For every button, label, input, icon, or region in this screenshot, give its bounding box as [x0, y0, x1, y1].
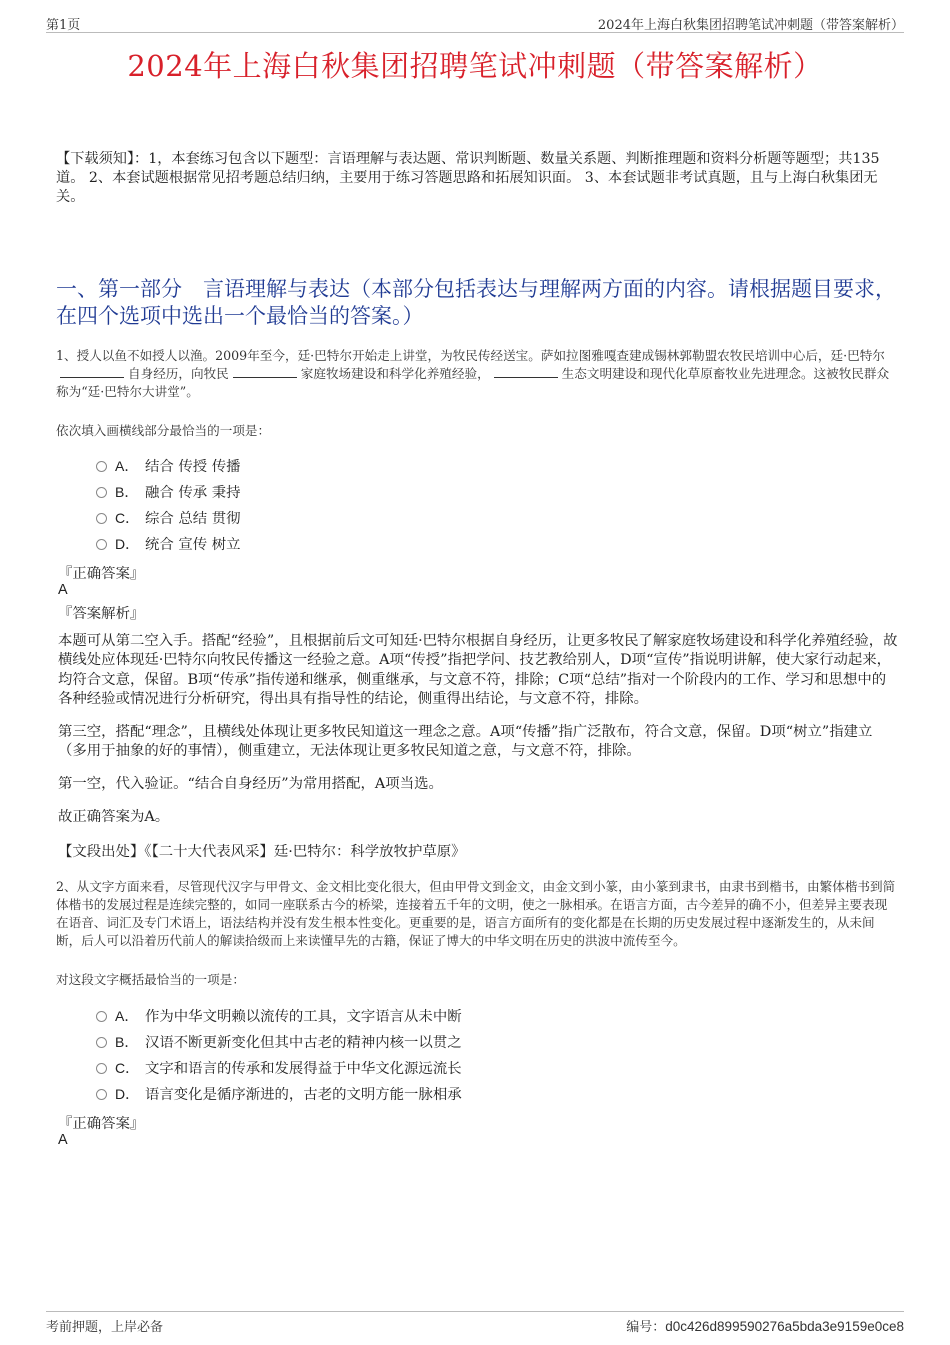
radio-icon[interactable]	[96, 1011, 107, 1022]
radio-icon[interactable]	[96, 539, 107, 550]
q1-text-part: 生态文明建设和现代化草原畜牧业先进理念。这被牧民群众称为“廷·巴特尔大讲堂”。	[56, 366, 890, 399]
running-header	[46, 12, 904, 33]
option-text: 语言变化是循序渐进的，古老的文明方能一脉相承	[145, 1087, 462, 1103]
q1-analysis-paragraph: 本题可从第二空入手。搭配“经验”，且根据前后文可知廷·巴特尔根据自身经历，让更多牧民了解家庭牧场建设和科学化养殖经验，故横线处应体现廷·巴特尔向牧民传播这一经验之意。A项“传授”指把学问、技艺教给别人，D项“宣传”指说明讲解，使大家行动起来，均符合文意，保留。B项“传承”指传递和继承，侧重继承，与文意不符，排除；C项“总结”指对一个阶段内的工作、学习和思想中的各种经验或情况进行分析研究，得出具有指导性的结论，侧重得出结论，与文意不符，排除。	[58, 633, 898, 708]
q1-answer: A	[58, 582, 68, 598]
option-text: 作为中华文明赖以流传的工具，文字语言从未中断	[145, 1009, 462, 1025]
q1-analysis-paragraph: 故正确答案为A。	[58, 809, 170, 825]
option-letter: D．	[115, 536, 140, 552]
question-1-text	[56, 347, 898, 401]
q2-option-d[interactable]	[96, 1081, 462, 1107]
fill-blank-3	[494, 366, 558, 378]
document-title: 2024年上海白秋集团招聘笔试冲刺题（带答案解析）	[127, 49, 823, 83]
q2-option-a[interactable]	[96, 1003, 462, 1029]
option-letter: C．	[115, 510, 140, 526]
section-heading: 一、第一部分 言语理解与表达（本部分包括表达与理解两方面的内容。请根据题目要求，在四个选项中选出一个最恰当的答案。）	[56, 277, 896, 328]
q1-analysis-label: 『答案解析』	[58, 606, 145, 622]
q1-option-a[interactable]	[96, 453, 241, 479]
option-text: 汉语不断更新变化但其中古老的精神内核一以贯之	[145, 1035, 462, 1051]
q1-text-part: 自身经历，向牧民	[128, 366, 229, 381]
radio-icon[interactable]	[96, 513, 107, 524]
option-letter: C．	[115, 1060, 140, 1076]
header-doc-title: 2024年上海白秋集团招聘笔试冲刺题（带答案解析）	[597, 18, 904, 33]
q2-option-c[interactable]	[96, 1055, 462, 1081]
q1-option-b[interactable]	[96, 479, 241, 505]
radio-icon[interactable]	[96, 1063, 107, 1074]
option-letter: A．	[115, 458, 139, 474]
page-footer	[46, 1311, 904, 1334]
option-text: 文字和语言的传承和发展得益于中华文化源远流长	[145, 1061, 462, 1077]
option-letter: B．	[115, 484, 139, 500]
option-text: 统合 宣传 树立	[145, 537, 241, 553]
question-2-prompt: 对这段文字概括最恰当的一项是：	[56, 972, 245, 987]
radio-icon[interactable]	[96, 1037, 107, 1048]
q1-option-c[interactable]	[96, 505, 241, 531]
question-2-options	[96, 1003, 462, 1107]
download-notice: 【下载须知】：1，本套练习包含以下题型：言语理解与表达题、常识判断题、数量关系题、判断推理题和资料分析题等题型；共135道。 2、本套试题根据常见招考题总结归纳，主要用于练习答题思路和拓展知识面。 3、本套试题非考试真题，且与上海白秋集团无关。	[56, 151, 880, 205]
q2-option-b[interactable]	[96, 1029, 462, 1055]
option-text: 融合 传承 秉持	[145, 485, 241, 501]
q1-analysis-paragraph: 第三空，搭配“理念”，且横线处体现让更多牧民知道这一理念之意。A项“传播”指广泛散布，符合文意，保留。D项“树立”指建立（多用于抽象的好的事情），侧重建立，无法体现让更多牧民知道之意，与文意不符，排除。	[58, 724, 873, 760]
q2-answer-label: 『正确答案』	[58, 1116, 145, 1132]
radio-icon[interactable]	[96, 1089, 107, 1100]
q1-answer-label: 『正确答案』	[58, 566, 145, 582]
radio-icon[interactable]	[96, 487, 107, 498]
q1-text-part: 家庭牧场建设和科学化养殖经验，	[300, 366, 490, 381]
q1-text-part: 1、授人以鱼不如授人以渔。2009年至今，廷·巴特尔开始走上讲堂，为牧民传经送宝。萨如拉图雅嘎查建成锡林郭勒盟农牧民培训中心后，廷·巴特尔	[56, 348, 885, 363]
q1-analysis-paragraph: 第一空，代入验证。“结合自身经历”为常用搭配，A项当选。	[58, 776, 443, 792]
radio-icon[interactable]	[96, 461, 107, 472]
fill-blank-2	[233, 366, 297, 378]
question-1-prompt: 依次填入画横线部分最恰当的一项是：	[56, 423, 271, 438]
code-label: 编号：	[626, 1320, 666, 1335]
option-letter: B．	[115, 1034, 139, 1050]
option-text: 结合 传授 传播	[145, 459, 241, 475]
option-letter: A．	[115, 1008, 139, 1024]
option-text: 综合 总结 贯彻	[145, 511, 241, 527]
fill-blank-1	[60, 366, 124, 378]
footer-slogan: 考前押题，上岸必备	[46, 1320, 164, 1335]
option-letter: D．	[115, 1086, 140, 1102]
page-number-label: 第1页	[46, 18, 81, 33]
footer-code	[626, 1316, 904, 1335]
question-2-text: 2、从文字方面来看，尽管现代汉字与甲骨文、金文相比变化很大，但由甲骨文到金文，由金文到小篆，由小篆到隶书，由隶书到楷书，由繁体楷书到简体楷书的发展过程是连续完整的，如同一座联系古今的桥梁，连接着五千年的文明，使之一脉相承。在语言方面，古今差异的确不小，但差异主要表现在语音、词汇及专门术语上，语法结构并没有发生根本性变化。更重要的是，语言方面所有的变化都是在长期的历史发展过程中逐渐发生的，从未间断，后人可以沿着历代前人的解读拾级而上来读懂早先的古籍，保证了博大的中华文明在历史的洪波中流传至今。	[56, 879, 896, 948]
code-value: d0c426d899590276a5bda3e9159e0ce8	[665, 1319, 904, 1334]
question-1-options	[96, 453, 241, 557]
q2-answer: A	[58, 1132, 68, 1148]
question-1-stem	[56, 347, 898, 401]
q1-source: 【文段出处】《【二十大代表风采】廷·巴特尔：科学放牧护草原》	[58, 844, 466, 860]
q1-option-d[interactable]	[96, 531, 241, 557]
